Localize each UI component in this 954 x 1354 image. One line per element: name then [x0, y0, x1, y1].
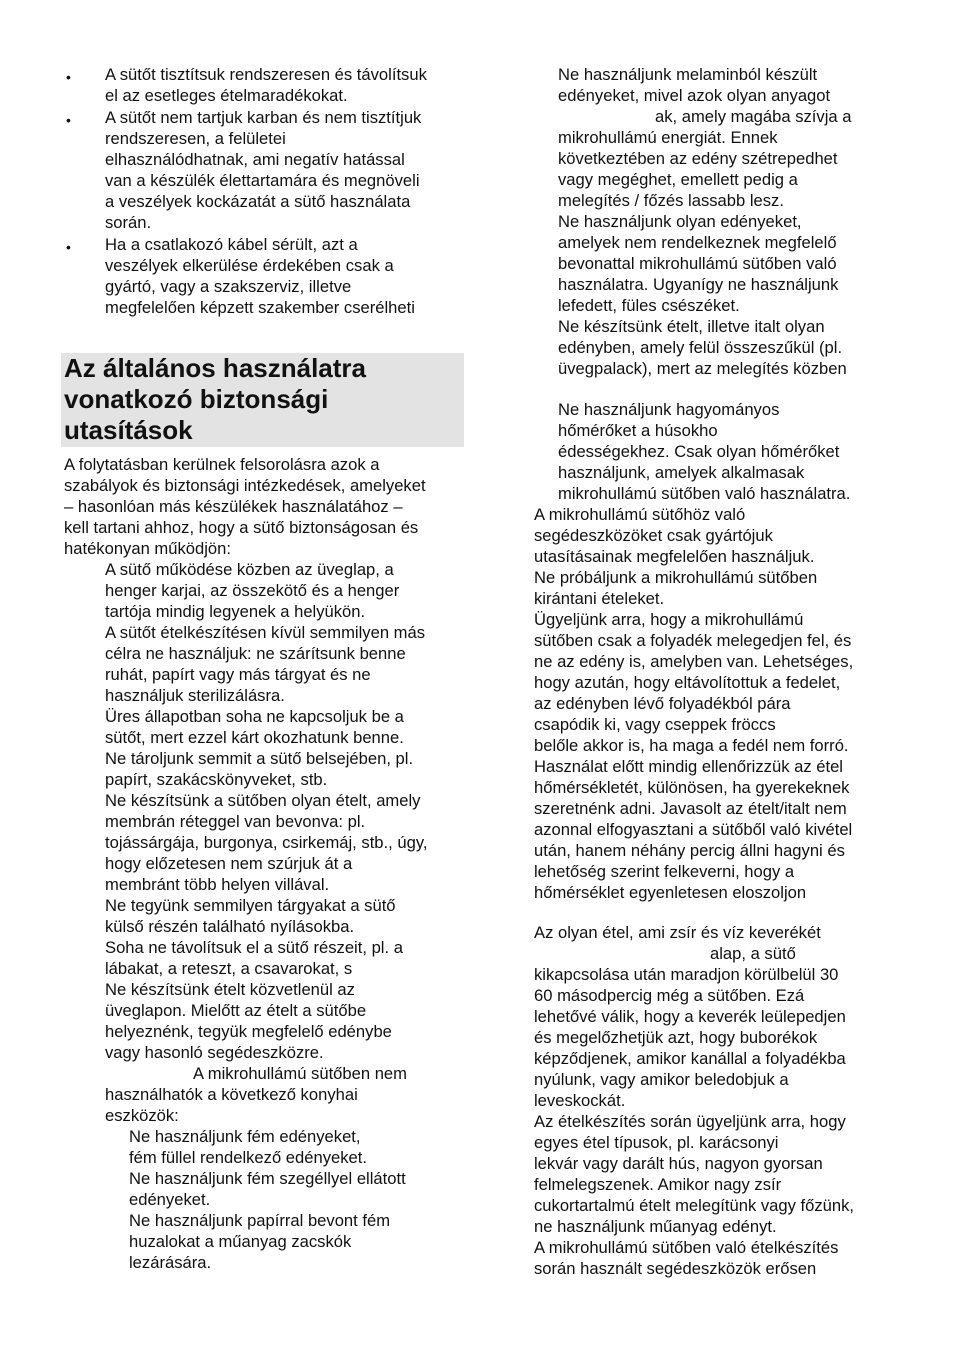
right-paragraph-line: és megelőzhetjük azt, hogy buborékok — [534, 1028, 818, 1047]
right-indented-line: mikrohullámú energiát. Ennek — [558, 128, 778, 147]
right-indented-line: Ne használjunk melaminból készült — [558, 65, 818, 84]
right-paragraph-line: Ügyeljünk arra, hogy a mikrohullámú — [534, 610, 804, 629]
right-paragraph-line: során használt segédeszközök erősen — [534, 1259, 817, 1278]
right-paragraph-line: egyes étel típusok, pl. karácsonyi — [534, 1133, 779, 1152]
right-paragraph-line: hőmérséklet egyenletesen eloszoljon — [534, 883, 807, 902]
right-paragraph-line: 60 másodpercig még a sütőben. Ezá — [534, 986, 805, 1005]
right-paragraph-line: kirántani ételeket. — [534, 589, 665, 608]
rule-line: lábakat, a reteszt, a csavarokat, s — [105, 959, 353, 978]
right-paragraph-line: után, hanem néhány percig állni hagyni és — [534, 841, 845, 860]
tools-sub-line: huzalokat a műanyag zacskók — [129, 1232, 352, 1251]
right-paragraph-line: hőmérsékletét, különösen, ha gyerekeknek — [534, 778, 850, 797]
right-paragraph-line: segédeszközöket csak gyártójuk — [534, 526, 773, 545]
right-paragraph-line: kikapcsolása után maradjon körülbelül 30 — [534, 965, 839, 984]
tools-sub-line: edényeket. — [129, 1190, 211, 1209]
bullet-2-line-2: rendszeresen, a felületei — [105, 129, 286, 148]
intro-line-4: kell tartani ahhoz, hogy a sütő biztonságosan és — [64, 518, 419, 537]
right-paragraph-line: azonnal elfogyasztani a sütőből való kivétel — [534, 820, 853, 839]
right-indented-line: lefedett, füles csészéket. — [558, 296, 740, 315]
rule-line: henger karjai, az összekötő és a henger — [105, 581, 400, 600]
rule-line: ruhát, papírt vagy más tárgyat és ne — [105, 665, 371, 684]
right-indented-line: melegítés / főzés lassabb lesz. — [558, 191, 784, 210]
right-paragraph-line: Használat előtt mindig ellenőrizzük az étel — [534, 757, 843, 776]
rule-line: Ne készítsünk a sütőben olyan ételt, amely — [105, 791, 421, 810]
right-indented-line: ak, amely magába szívja a — [655, 107, 852, 126]
right-paragraph-line: leveskockát. — [534, 1091, 626, 1110]
rule-line: tojássárgája, burgonya, csirkemáj, stb., úgy, — [105, 833, 428, 852]
rule-line: membrán réteggel van bevonva: pl. — [105, 812, 366, 831]
right-indented-line: üvegpalack), mert az melegítés közben — [558, 359, 847, 378]
right-indented-line: amelyek nem rendelkeznek megfelelő — [558, 233, 837, 252]
rule-line: Üres állapotban soha ne kapcsoljuk be a — [105, 707, 404, 726]
right-indented-line: hőmérőket a húsokho — [558, 421, 718, 440]
bullet-3-line-1: Ha a csatlakozó kábel sérült, azt a — [105, 235, 358, 254]
right-paragraph-line: csapódik ki, vagy cseppek fröccs — [534, 715, 776, 734]
bullet-2-line-6: során. — [105, 213, 152, 232]
right-paragraph-line: ne az edény is, amelyben van. Lehetséges, — [534, 652, 854, 671]
rule-line: Ne készítsünk ételt közvetlenül az — [105, 980, 355, 999]
right-indented-line: Ne készítsünk ételt, illetve italt olyan — [558, 317, 825, 336]
right-paragraph-line: ne használjunk műanyag edényt. — [534, 1217, 777, 1236]
rule-line: célra ne használjuk: ne szárítsunk benne — [105, 644, 406, 663]
rule-line: Soha ne távolítsuk el a sütő részeit, pl. a — [105, 938, 403, 957]
right-indented-line: használjunk, amelyek alkalmasak — [558, 463, 805, 482]
right-paragraph-line: Az olyan étel, ami zsír és víz keverékét — [534, 923, 821, 942]
bullet-3-line-2: veszélyek elkerülése érdekében csak a — [105, 256, 394, 275]
rule-line: sütőt, mert ezzel kárt okozhatunk benne. — [105, 728, 404, 747]
rule-line: vagy hasonló segédeszközre. — [105, 1043, 324, 1062]
right-paragraph-line: felmelegszenek. Amikor nagy zsír — [534, 1175, 782, 1194]
rule-line: A sütő működése közben az üveglap, a — [105, 560, 394, 579]
rule-line: külső részén található nyílásokba. — [105, 917, 355, 936]
right-indented-line: következtében az edény szétrepedhet — [558, 149, 838, 168]
bullet-1-line-1: A sütőt tisztítsuk rendszeresen és távolítsuk — [105, 65, 427, 84]
right-paragraph-line: belőle akkor is, ha maga a fedél nem forró. — [534, 736, 849, 755]
right-paragraph-line: A mikrohullámú sütőhöz való — [534, 505, 746, 524]
section-heading-line-2: vonatkozó biztonsági — [64, 384, 329, 414]
rule-line: membránt több helyen villával. — [105, 875, 330, 894]
right-indented-line: mikrohullámú sütőben való használatra. — [558, 484, 851, 503]
bullet-marker: • — [66, 112, 71, 128]
bullet-3-line-4: megfelelően képzett szakember cserélheti — [105, 298, 415, 317]
rule-line: használjuk sterilizálásra. — [105, 686, 285, 705]
right-indented-line: edényeket, mivel azok olyan anyagot — [558, 86, 831, 105]
rule-line: tartója mindig legyenek a helyükön. — [105, 602, 366, 621]
section-heading-line-1: Az általános használatra — [64, 353, 366, 383]
right-paragraph-line: lehetővé válik, hogy a keverék leülepedjen — [534, 1007, 846, 1026]
rule-line: Ne tároljunk semmit a sütő belsejében, pl. — [105, 749, 414, 768]
right-paragraph-line: szeretnénk adni. Javasolt az ételt/italt nem — [534, 799, 847, 818]
rule-line: papírt, szakácskönyveket, stb. — [105, 770, 328, 789]
intro-line-5: hatékonyan működjön: — [64, 539, 231, 558]
right-indented-line: használatra. Ugyanígy ne használjunk — [558, 275, 839, 294]
bullet-3-line-3: gyártó, vagy a szakszerviz, illetve — [105, 277, 352, 296]
right-indented-line: Ne használjunk olyan edényeket, — [558, 212, 802, 231]
right-paragraph-line: nyúlunk, vagy amikor beledobjuk a — [534, 1070, 789, 1089]
right-paragraph-line: Az ételkészítés során ügyeljünk arra, hogy — [534, 1112, 846, 1131]
right-paragraph-line: lehetőség szerint felkeverni, hogy a — [534, 862, 795, 881]
tools-sub-line: Ne használjunk papírral bevont fém — [129, 1211, 391, 1230]
rule-line: Ne tegyünk semmilyen tárgyakat a sütő — [105, 896, 396, 915]
right-paragraph-line: alap, a sütő — [710, 944, 796, 963]
intro-line-3: – hasonlóan más készülékek használatához – — [64, 497, 403, 516]
tools-line: A mikrohullámú sütőben nem — [193, 1064, 407, 1083]
tools-line: eszközök: — [105, 1106, 179, 1125]
tools-sub-line: Ne használjunk fém szegéllyel ellátott — [129, 1169, 406, 1188]
right-paragraph-line: A mikrohullámú sütőben való ételkészítés — [534, 1238, 839, 1257]
right-paragraph-line: az edényben lévő folyadékból pára — [534, 694, 791, 713]
right-paragraph-line: sütőben csak a folyadék melegedjen fel, és — [534, 631, 852, 650]
bullet-2-line-4: van a készülék élettartamára és megnöveli — [105, 171, 420, 190]
bullet-2-line-5: a veszélyek kockázatát a sütő használata — [105, 192, 411, 211]
tools-sub-line: lezárására. — [129, 1253, 212, 1272]
intro-line-2: szabályok és biztonsági intézkedések, amelyeket — [64, 476, 426, 495]
right-paragraph-line: lekvár vagy darált hús, nagyon gyorsan — [534, 1154, 823, 1173]
intro-line-1: A folytatásban kerülnek felsorolásra azok a — [64, 455, 380, 474]
section-heading-line-3: utasítások — [64, 415, 193, 445]
right-paragraph-line: utasításainak megfelelően használjuk. — [534, 547, 815, 566]
tools-sub-line: Ne használjunk fém edényeket, — [129, 1127, 361, 1146]
right-indented-line: bevonattal mikrohullámú sütőben való — [558, 254, 837, 273]
right-paragraph-line: képződjenek, amikor kanállal a folyadékba — [534, 1049, 846, 1068]
tools-sub-line: fém füllel rendelkező edényeket. — [129, 1148, 367, 1167]
right-indented-line: Ne használjunk hagyományos — [558, 400, 780, 419]
bullet-marker: • — [66, 239, 71, 255]
right-indented-line: vagy megéghet, emellett pedig a — [558, 170, 798, 189]
rule-line: hogy előzetesen nem szúrjuk át a — [105, 854, 353, 873]
bullet-2-line-1: A sütőt nem tartjuk karban és nem tisztítjuk — [105, 108, 422, 127]
bullet-marker: • — [66, 69, 71, 85]
bullet-1-line-2: el az esetleges ételmaradékokat. — [105, 86, 348, 105]
right-paragraph-line: hogy azután, hogy eltávolítottuk a fedelet, — [534, 673, 841, 692]
right-paragraph-line: cukortartalmú ételt melegítünk vagy főzünk, — [534, 1196, 855, 1215]
right-indented-line: edényben, amely felül összeszűkül (pl. — [558, 338, 843, 357]
rule-line: helyeznénk, tegyük megfelelő edénybe — [105, 1022, 392, 1041]
rule-line: A sütőt ételkészítésen kívül semmilyen más — [105, 623, 426, 642]
tools-line: használhatók a következő konyhai — [105, 1085, 358, 1104]
right-paragraph-line: Ne próbáljunk a mikrohullámú sütőben — [534, 568, 818, 587]
bullet-2-line-3: elhasználódhatnak, ami negatív hatással — [105, 150, 405, 169]
rule-line: üveglapon. Mielőtt az ételt a sütőbe — [105, 1001, 367, 1020]
right-indented-line: édességekhez. Csak olyan hőmérőket — [558, 442, 840, 461]
